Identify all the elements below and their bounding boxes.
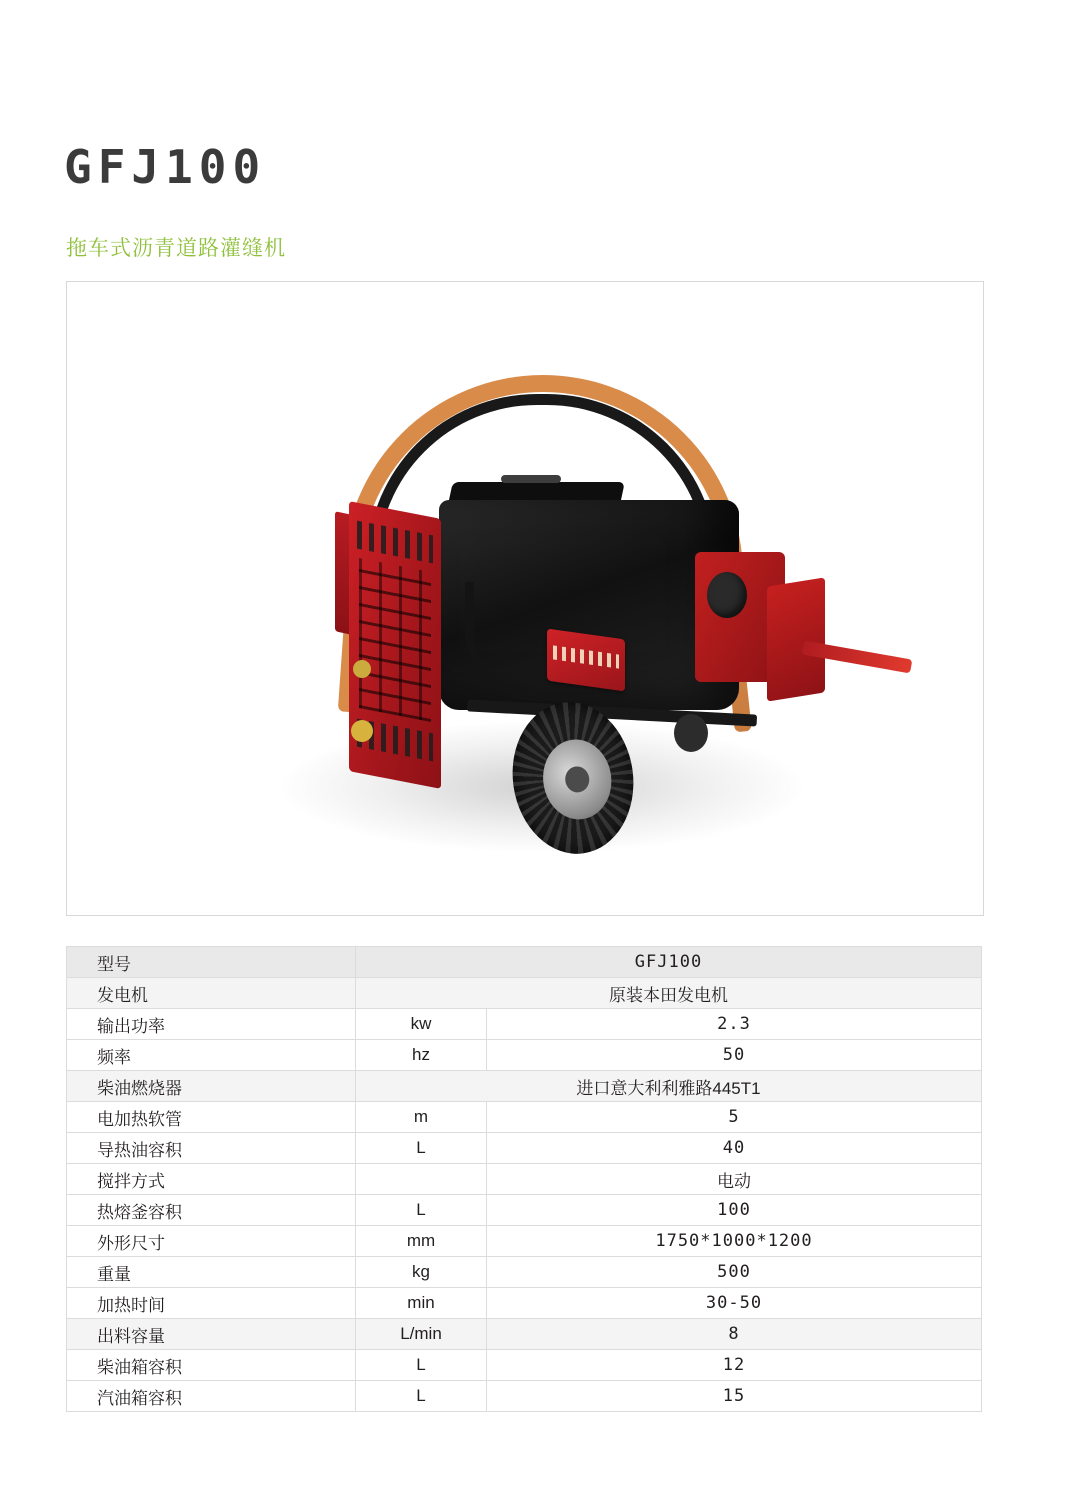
spec-value: 40 <box>487 1133 982 1164</box>
specification-table-body <box>67 947 982 1412</box>
table-row <box>67 1257 982 1288</box>
control-box-label <box>553 645 619 668</box>
spec-label: 频率 <box>67 1040 356 1071</box>
table-row <box>67 1071 982 1102</box>
spec-unit: min <box>356 1288 487 1319</box>
spec-label: 出料容量 <box>67 1319 356 1350</box>
spec-value: 15 <box>487 1381 982 1412</box>
table-row <box>67 947 982 978</box>
spec-value: GFJ100 <box>356 947 982 978</box>
page-subtitle: 拖车式沥青道路灌缝机 <box>66 237 286 260</box>
spec-value: 5 <box>487 1102 982 1133</box>
spec-unit: L/min <box>356 1319 487 1350</box>
spec-unit: kg <box>356 1257 487 1288</box>
spec-unit: L <box>356 1133 487 1164</box>
spec-label: 重量 <box>67 1257 356 1288</box>
spec-unit: L <box>356 1350 487 1381</box>
burner-panel <box>349 501 441 789</box>
caster-wheel <box>674 714 708 752</box>
table-row <box>67 1381 982 1412</box>
spec-unit: L <box>356 1195 487 1226</box>
spec-label: 柴油燃烧器 <box>67 1071 356 1102</box>
spec-value: 电动 <box>487 1164 982 1195</box>
rear-red-housing <box>767 577 825 701</box>
spec-label: 加热时间 <box>67 1288 356 1319</box>
spec-unit: mm <box>356 1226 487 1257</box>
table-row <box>67 1288 982 1319</box>
page-title: GFJ100 <box>64 140 267 194</box>
table-row <box>67 1009 982 1040</box>
spec-label: 型号 <box>67 947 356 978</box>
spec-label: 热熔釜容积 <box>67 1195 356 1226</box>
table-row <box>67 1195 982 1226</box>
product-photo <box>66 281 984 916</box>
table-row <box>67 1350 982 1381</box>
spec-value: 30-50 <box>487 1288 982 1319</box>
spec-unit: kw <box>356 1009 487 1040</box>
spec-value: 原装本田发电机 <box>356 978 982 1009</box>
spec-value: 2.3 <box>487 1009 982 1040</box>
panel-top-label <box>357 521 433 564</box>
spec-label: 汽油箱容积 <box>67 1381 356 1412</box>
table-row <box>67 1040 982 1071</box>
table-row <box>67 1226 982 1257</box>
spec-unit: L <box>356 1381 487 1412</box>
spec-value: 进口意大利利雅路445T1 <box>356 1071 982 1102</box>
specification-table <box>66 946 982 1412</box>
spec-unit: hz <box>356 1040 487 1071</box>
spec-label: 发电机 <box>67 978 356 1009</box>
spec-label: 导热油容积 <box>67 1133 356 1164</box>
table-row <box>67 1164 982 1195</box>
spec-label: 搅拌方式 <box>67 1164 356 1195</box>
spec-unit <box>356 1164 487 1195</box>
spec-label: 柴油箱容积 <box>67 1350 356 1381</box>
spec-unit: m <box>356 1102 487 1133</box>
lower-valve <box>351 720 373 742</box>
spec-value: 500 <box>487 1257 982 1288</box>
table-row <box>67 1133 982 1164</box>
machine-illustration <box>67 282 983 915</box>
panel-vent-grill <box>359 558 431 722</box>
engine-cylinder <box>707 572 747 618</box>
spec-value: 12 <box>487 1350 982 1381</box>
spec-value: 1750*1000*1200 <box>487 1226 982 1257</box>
control-box <box>547 629 625 692</box>
tank-lid-handle <box>501 475 561 483</box>
table-row <box>67 1319 982 1350</box>
table-row <box>67 978 982 1009</box>
spec-value: 50 <box>487 1040 982 1071</box>
spec-label: 电加热软管 <box>67 1102 356 1133</box>
spec-value: 8 <box>487 1319 982 1350</box>
spec-value: 100 <box>487 1195 982 1226</box>
spec-label: 输出功率 <box>67 1009 356 1040</box>
spec-label: 外形尺寸 <box>67 1226 356 1257</box>
table-row <box>67 1102 982 1133</box>
upper-valve <box>353 660 371 678</box>
